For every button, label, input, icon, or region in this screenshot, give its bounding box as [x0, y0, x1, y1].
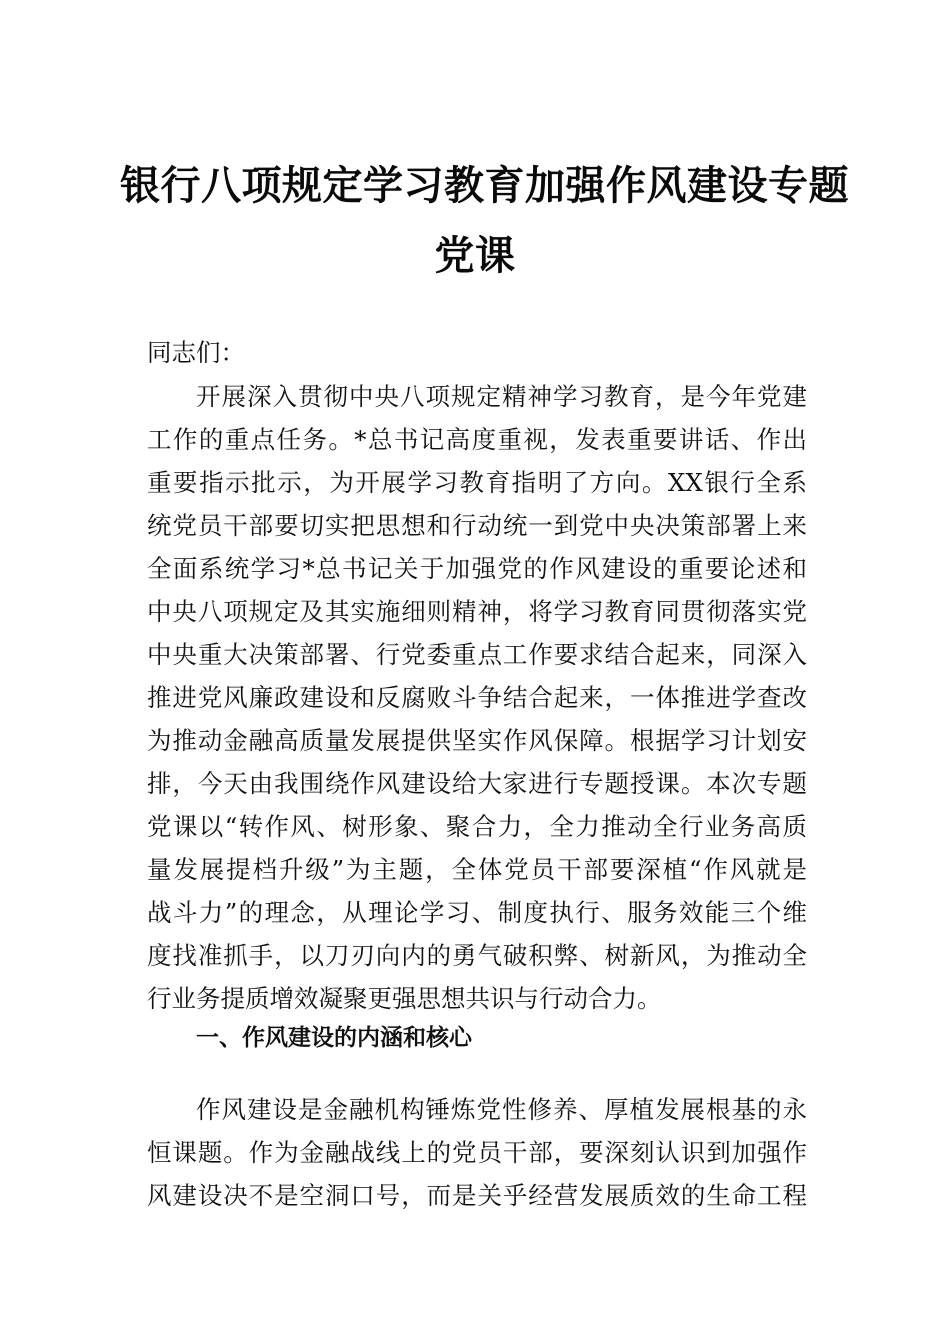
paragraph-line: 为推动金融高质量发展提供坚实作风保障。根据学习计划安 — [147, 726, 807, 755]
paragraph-line: 行业务提质增效凝聚更强思想共识与行动合力。 — [147, 984, 662, 1013]
paragraph-line: 中央八项规定及其实施细则精神，将学习教育同贯彻落实党 — [147, 597, 807, 626]
paragraph-line: 度找准抓手，以刀刃向内的勇气破积弊、树新风，为推动全 — [147, 941, 807, 970]
paragraph-line: 量发展提档升级”为主题，全体党员干部要深植“作风就是 — [147, 855, 807, 884]
paragraph-line: 全面系统学习*总书记关于加强党的作风建设的重要论述和 — [147, 554, 807, 583]
paragraph-line: 推进党风廉政建设和反腐败斗争结合起来，一体推进学查改 — [147, 683, 807, 712]
paragraph-line: 开展深入贯彻中央八项规定精神学习教育，是今年党建 — [196, 382, 807, 411]
paragraph-line: 战斗力”的理念，从理论学习、制度执行、服务效能三个维 — [147, 898, 807, 927]
paragraph-line: 统党员干部要切实把思想和行动统一到党中央决策部署上来 — [147, 511, 807, 540]
document-title-line-1: 银行八项规定学习教育加强作风建设专题 — [120, 162, 849, 209]
paragraph-line: 重要指示批示，为开展学习教育指明了方向。XX银行全系 — [147, 468, 807, 497]
paragraph-line: 风建设决不是空洞口号，而是关乎经营发展质效的生命工程 — [147, 1181, 807, 1210]
document-title-line-2: 党课 — [434, 232, 516, 279]
paragraph-line: 恒课题。作为金融战线上的党员干部，要深刻认识到加强作 — [147, 1138, 807, 1167]
paragraph-line: 排，今天由我围绕作风建设给大家进行专题授课。本次专题 — [147, 769, 807, 798]
salutation: 同志们： — [147, 338, 245, 367]
paragraph-line: 中央重大决策部署、行党委重点工作要求结合起来，同深入 — [147, 640, 807, 669]
paragraph-line: 作风建设是金融机构锤炼党性修养、厚植发展根基的永 — [196, 1095, 807, 1124]
section-heading-1: 一、作风建设的内涵和核心 — [196, 1025, 472, 1051]
paragraph-line: 党课以“转作风、树形象、聚合力，全力推动全行业务高质 — [147, 812, 807, 841]
paragraph-line: 工作的重点任务。*总书记高度重视，发表重要讲话、作出 — [147, 425, 807, 454]
